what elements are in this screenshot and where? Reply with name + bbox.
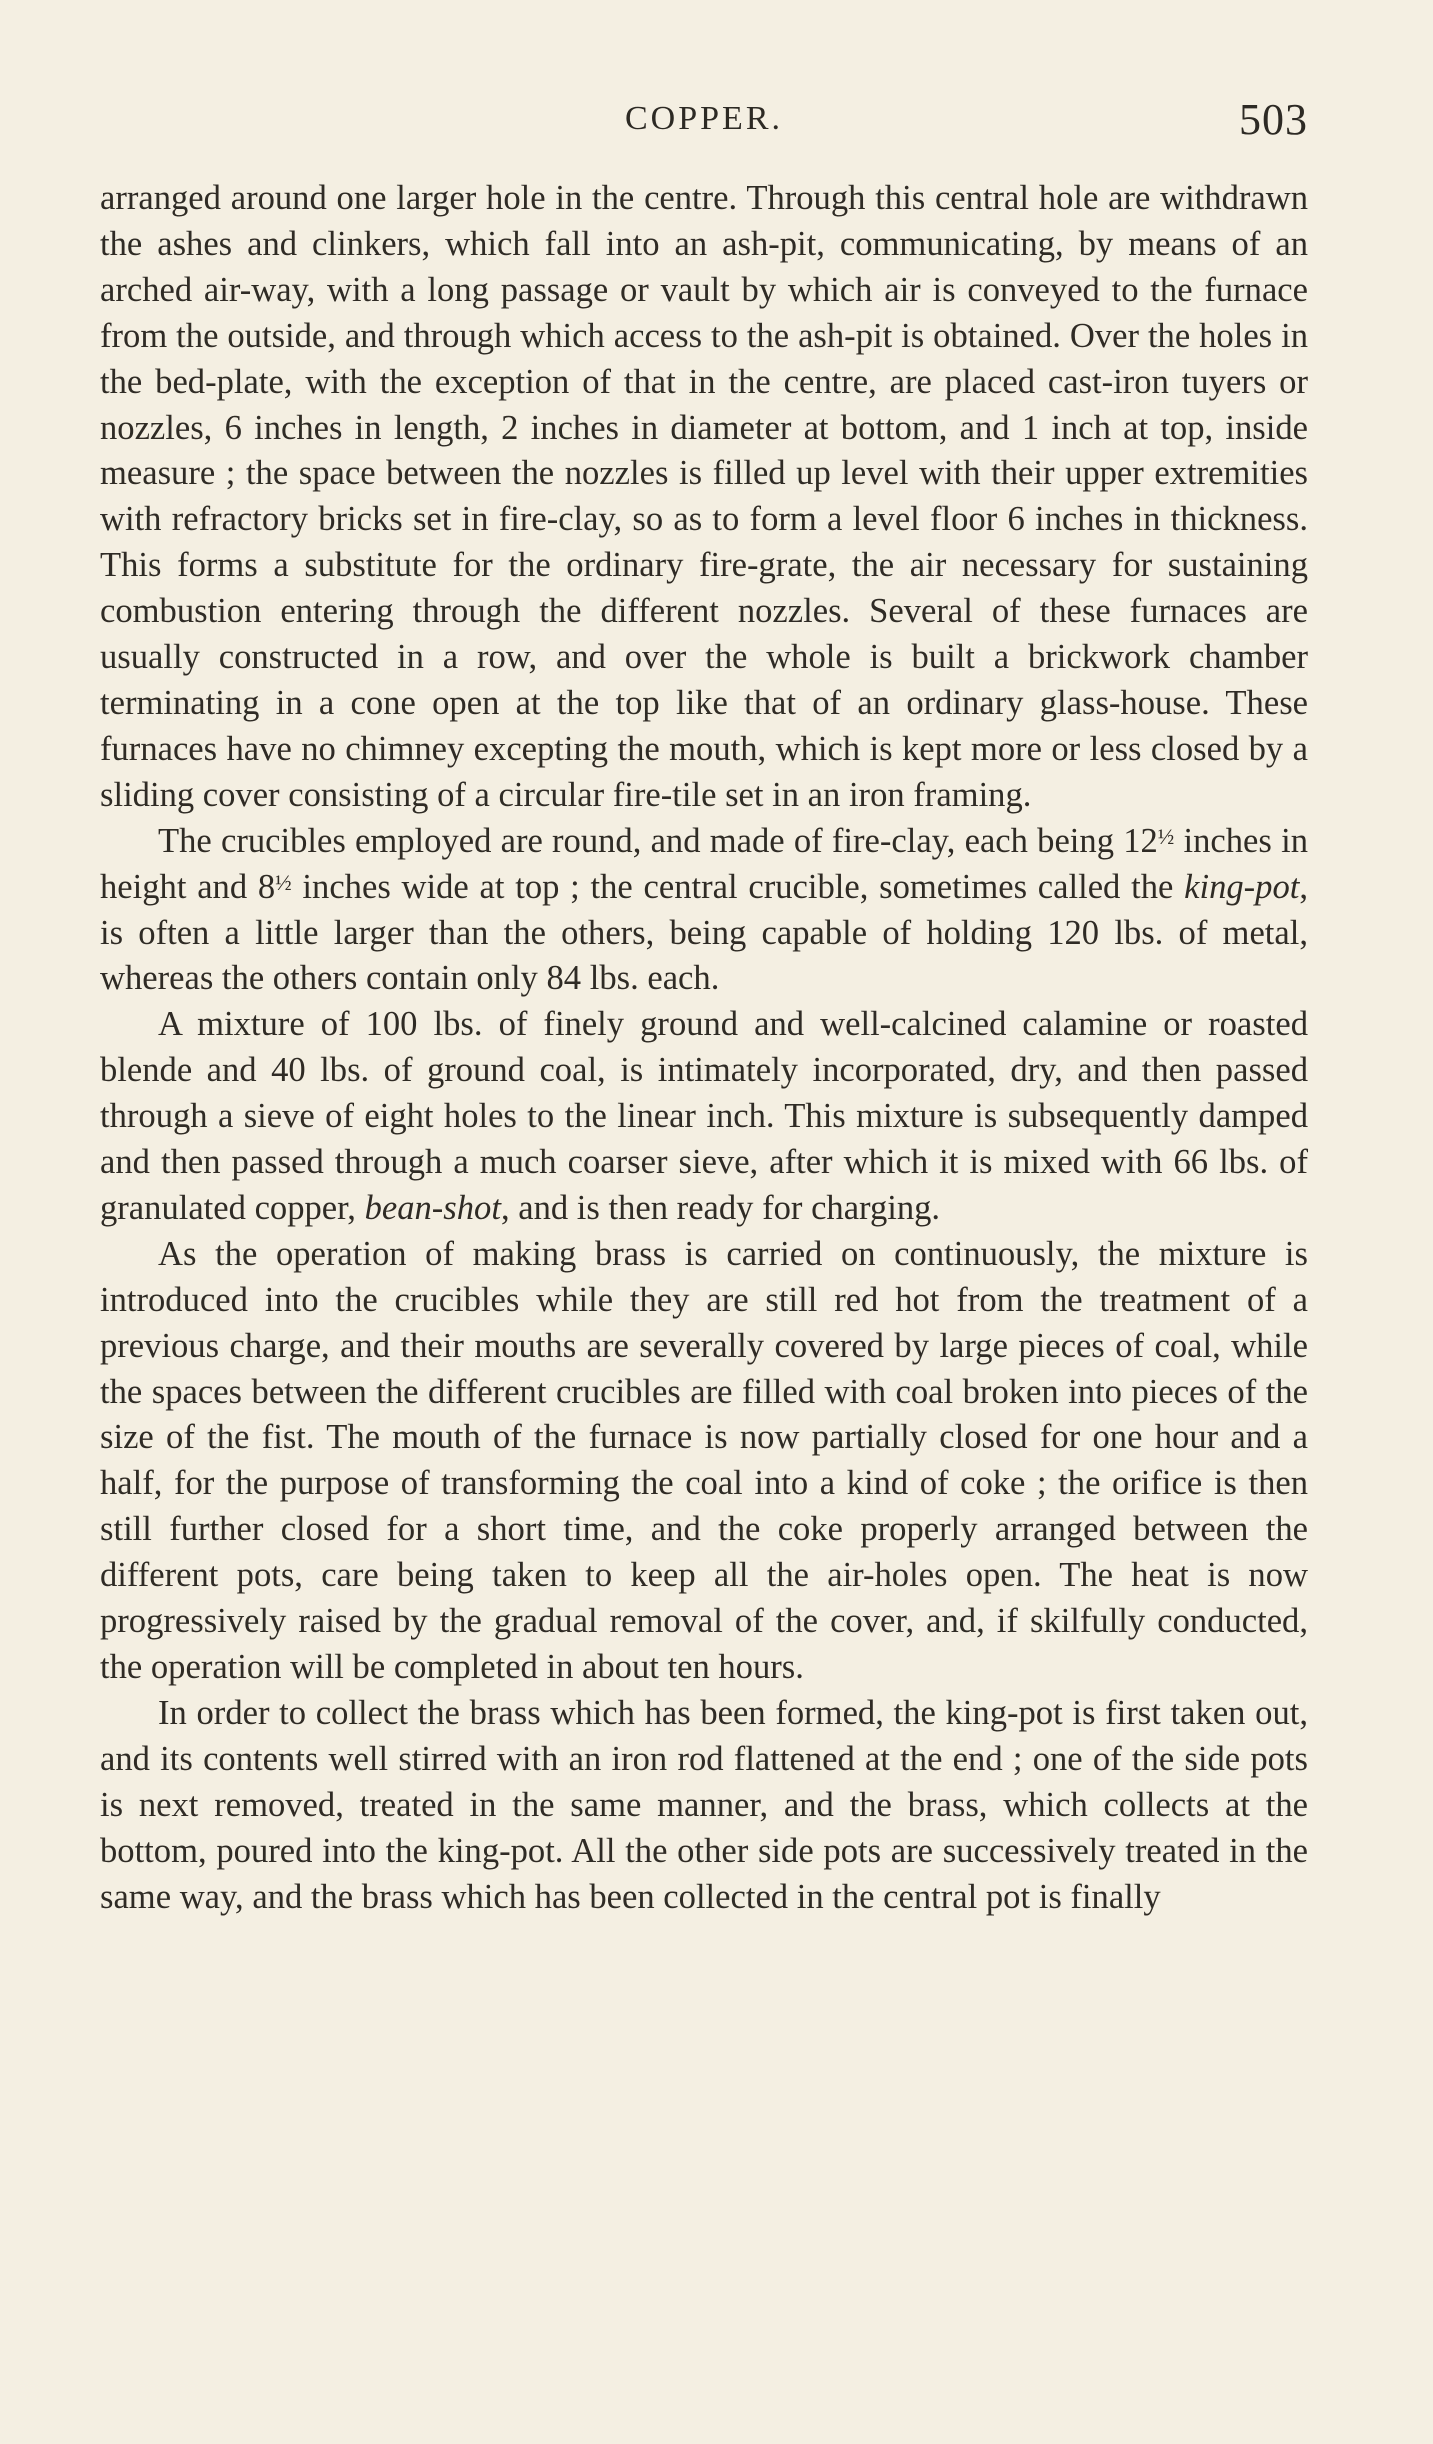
paragraph-text: In order to collect the brass which has been formed, the king-pot is first taken out, and its contents well stirred with an iron rod flattened at the end ; one of the side pots is next removed, treated in the same manner, and the brass, which collects at the bottom, poured into the king-pot. All the other side pots are successively treated in the same way, and the brass which has been collected in the central pot is finally: [100, 1693, 1308, 1916]
fraction-half: ½: [1157, 823, 1175, 849]
paragraph-text: , is often a little larger than the others, being capable of holding 120 lbs. of metal, whereas the others contain only 84 lbs. each.: [100, 867, 1308, 998]
page-number: 503: [1239, 95, 1308, 144]
paragraph-text: A mixture of 100 lbs. of finely ground and well-calcined calamine or roasted blende and 40 lbs. of ground coal, is intimately incorporated, dry, and then passed through a sieve of eight holes to the linear inch. This mixture is subsequently damped and then passed through a much coarser sieve, after which it is mixed with 66 lbs. of granulated copper,: [100, 1005, 1308, 1227]
paragraph-text: inches wide at top ; the central crucible, sometimes called the: [291, 867, 1185, 906]
paragraph-collection: [100, 1691, 1308, 1921]
paragraph-operation: [100, 1232, 1308, 1691]
paragraph-continuation: [100, 176, 1308, 819]
paragraph-text: , and is then ready for charging.: [500, 1188, 941, 1227]
italic-term: king-pot: [1184, 867, 1300, 906]
paragraph-text: inches in height and 8: [100, 821, 1308, 906]
running-head: [100, 95, 1308, 160]
running-title: COPPER.: [625, 100, 783, 137]
body-text: [100, 176, 1308, 1920]
paragraph-text: As the operation of making brass is carried on continuously, the mixture is introduced into the crucibles while they are still red hot from the treatment of a previous charge, and their mouths are severally covered by large pieces of coal, while the spaces between the different crucibles are filled with coal broken into pieces of the size of the fist. The mouth of the furnace is now partially closed for one hour and a half, for the purpose of transforming the coal into a kind of coke ; the orifice is then still further closed for a short time, and the coke properly arranged between the different pots, care being taken to keep all the air-holes open. The heat is now progressively raised by the gradual removal of the cover, and, if skilfully conducted, the operation will be completed in about ten hours.: [100, 1234, 1308, 1686]
paragraph-text: The crucibles employed are round, and made of fire-clay, each being 12: [158, 821, 1158, 860]
paragraph-text: arranged around one larger hole in the centre. Through this central hole are withdrawn the ashes and clinkers, which fall into an ash-pit, communicating, by means of an arched air-way, with a long passage or vault by which air is conveyed to the furnace from the outside, and through which access to the ash-pit is obtained. Over the holes in the bed-plate, with the exception of that in the centre, are placed cast-iron tuyers or nozzles, 6 inches in length, 2 inches in diameter at bottom, and 1 inch at top, inside measure ; the space between the nozzles is filled up level with their upper extremities with refractory bricks set in fire-clay, so as to form a level floor 6 inches in thickness. This forms a substitute for the ordinary fire-grate, the air necessary for sustaining combustion entering through the different nozzles. Several of these furnaces are usually constructed in a row, and over the whole is built a brickwork chamber terminating in a cone open at the top like that of an ordinary glass-house. These furnaces have no chimney excepting the mouth, which is kept more or less closed by a sliding cover consisting of a circular fire-tile set in an iron framing.: [100, 179, 1308, 814]
paragraph-mixture: [100, 1002, 1308, 1232]
fraction-half: ½: [275, 869, 292, 895]
italic-term: bean-shot: [364, 1188, 501, 1227]
paragraph-crucibles: [100, 819, 1308, 1003]
